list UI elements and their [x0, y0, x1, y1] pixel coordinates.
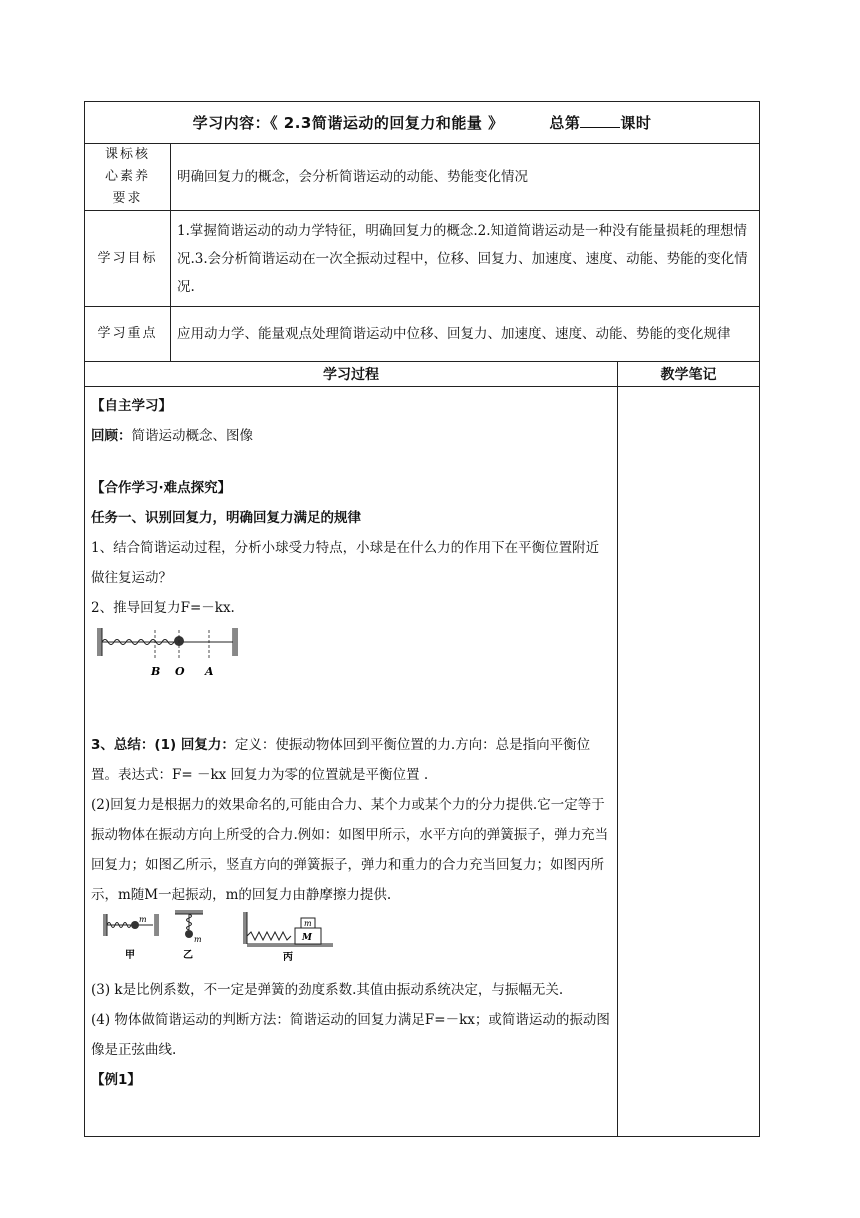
title-text: 学习内容：《 2.3简谐运动的回复力和能量 》: [192, 114, 504, 132]
lesson-number-blank[interactable]: [580, 113, 620, 128]
notes-column[interactable]: [618, 387, 760, 1137]
fig-label-jia: 甲: [125, 950, 135, 961]
title-total-label: 总第: [549, 114, 581, 132]
review-line: 回顾：简谐运动概念、图像: [91, 428, 253, 444]
fig-jia-mass: m: [139, 915, 147, 924]
column-header-notes: 教学笔记: [618, 362, 760, 387]
summary-3-2: (2)回复力是根据力的效果命名的,可能由合力、某个力或某个力的分力提供.它一定等于振动物体在振动方向上所受的合力.例如：如图甲所示，水平方向的弹簧振子，弹力充当回复力；如图乙所示，竖直方向的弹簧振子，弹力和重力的合力充当回复力；如图丙所示，m随M一起振动，m的回复力由静摩擦力提供.: [91, 797, 609, 903]
fig-yi-mass: m: [194, 935, 202, 944]
coop-heading: 【合作学习·难点探究】: [91, 480, 232, 496]
row-content-core: 明确回复力的概念，会分析简谐运动的动能、势能变化情况: [171, 144, 760, 211]
summary-3-4: (4) 物体做简谐运动的判断方法：简谐运动的回复力满足F=－kx；或简谐运动的振动图像是正弦曲线.: [91, 1012, 610, 1058]
fig-label-yi: 乙: [183, 950, 193, 961]
row-label-goals: 学习目标: [85, 211, 171, 307]
example-1-heading: 【例1】: [91, 1072, 141, 1088]
self-study-heading: 【自主学习】: [91, 398, 172, 414]
process-section: [85, 387, 618, 1137]
fig-bing-small-mass: m: [304, 919, 312, 928]
lesson-title: [85, 102, 760, 144]
lesson-sheet: [84, 101, 760, 1137]
row-content-goals: 1.掌握简谐运动的动力学特征，明确回复力的概念.2.知道简谐运动是一种没有能量损耗的理想情况.3.会分析简谐运动在一次全振动过程中，位移、回复力、加速度、速度、动能、势能的变化情况.: [171, 211, 760, 307]
three-oscillators-figure: [93, 910, 353, 964]
fig1-label-a: A: [205, 665, 214, 678]
row-label-core: 课标核心素养要求: [85, 144, 171, 211]
row-content-focus: 应用动力学、能量观点处理简谐运动中位移、回复力、加速度、速度、动能、势能的变化规律: [171, 307, 760, 362]
title-period-label: 课时: [620, 114, 652, 132]
fig-bing-big-mass: M: [302, 933, 312, 943]
question-1: 1、结合简谐运动过程，分析小球受力特点，小球是在什么力的作用下在平衡位置附近做往复运动？: [91, 540, 600, 586]
fig1-label-b: B: [151, 665, 161, 678]
fig-label-bing: 丙: [283, 952, 293, 963]
fig1-label-o: O: [175, 665, 185, 678]
spring-oscillator-figure: [95, 625, 240, 685]
question-2: 2、推导回复力F=－kx.: [91, 600, 235, 616]
row-label-focus: 学习重点: [85, 307, 171, 362]
summary-3-3: (3) k是比例系数，不一定是弹簧的劲度系数.其值由振动系统决定，与振幅无关.: [91, 982, 564, 998]
task1-heading: 任务一、识别回复力，明确回复力满足的规律: [91, 510, 361, 526]
summary-3-def: 3、总结：(1) 回复力：定义：使振动物体回到平衡位置的力.方向：总是指向平衡位置。表达式：F= －kx 回复力为零的位置就是平衡位置 .: [91, 737, 591, 783]
column-header-process: 学习过程: [85, 362, 618, 387]
